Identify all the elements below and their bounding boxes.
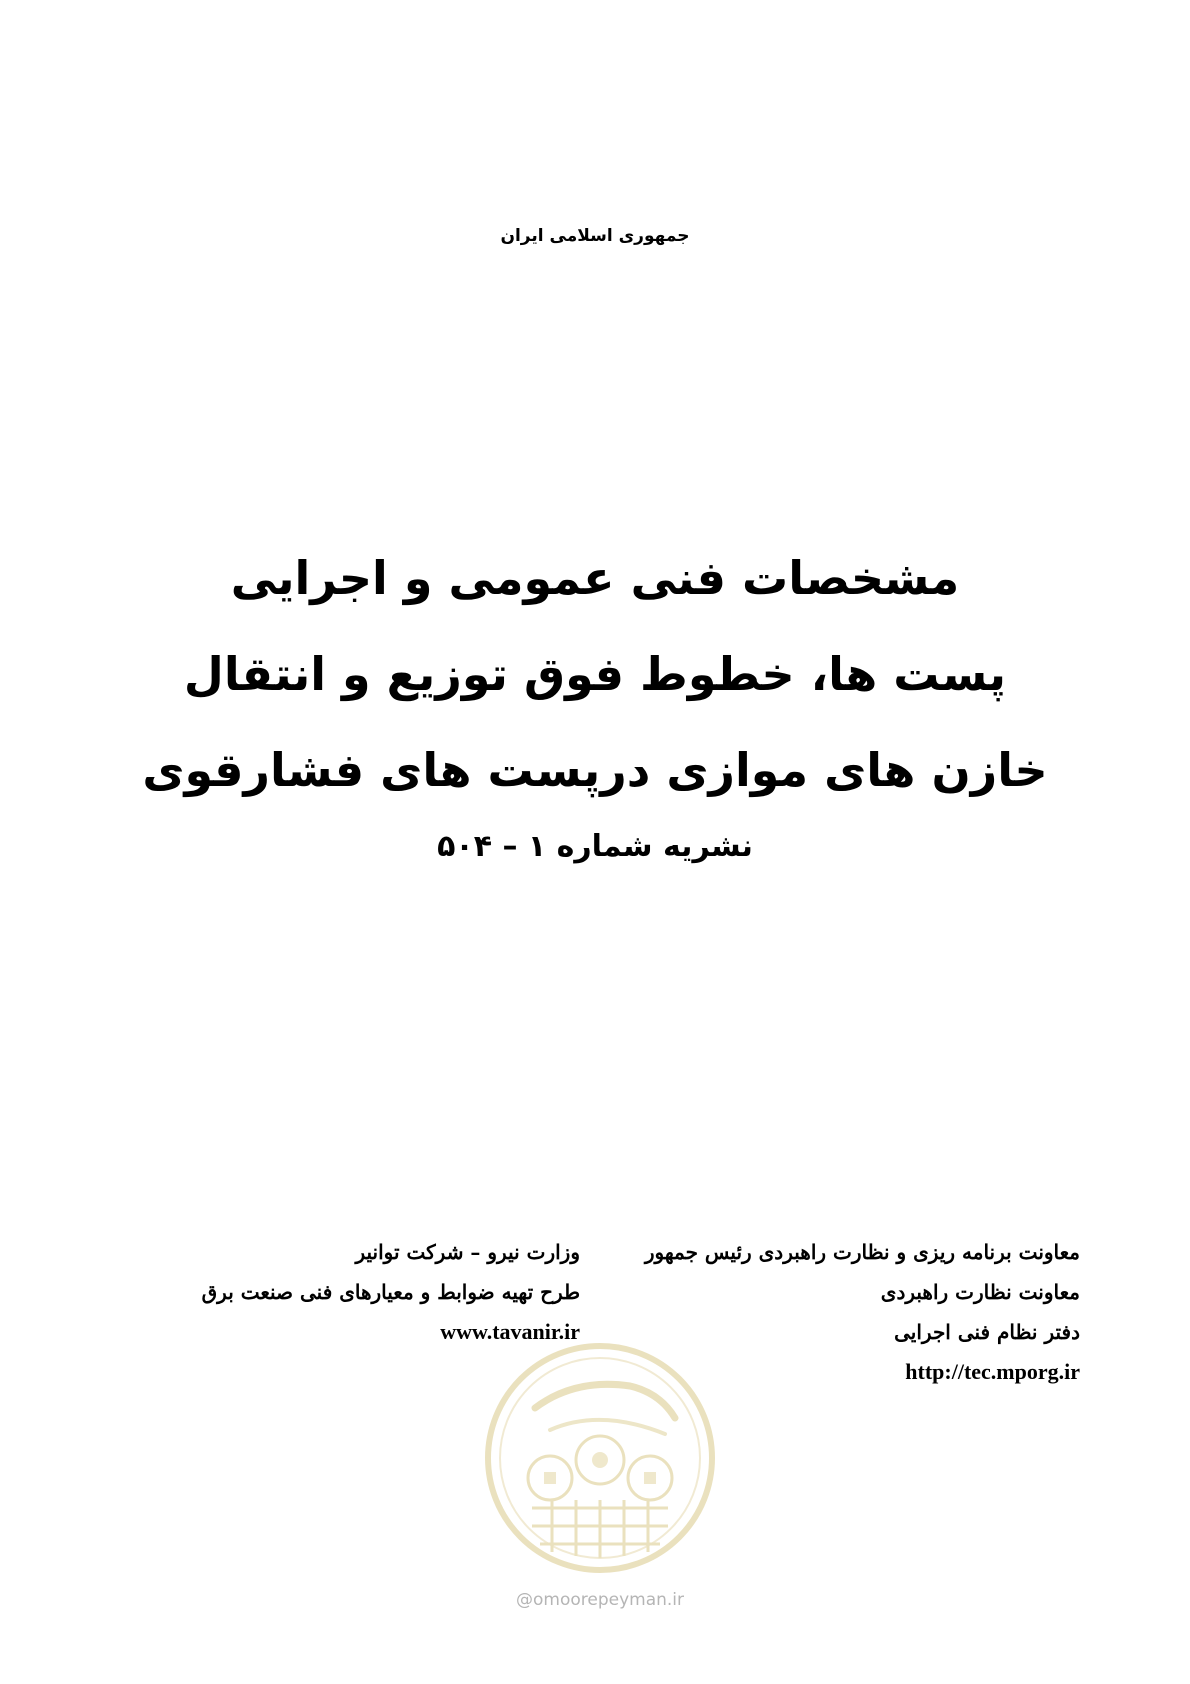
title-line-1: مشخصات فنی عمومی و اجرایی bbox=[230, 551, 960, 605]
watermark-handle: @omoorepeyman.ir bbox=[515, 1590, 685, 1610]
right-org-line-2: معاونت نظارت راهبردی bbox=[880, 1280, 1080, 1304]
publication-number: نشریه شماره ۱ – ۵۰۴ bbox=[437, 829, 753, 864]
title-line-3: خازن های موازی درپست های فشارقوی bbox=[142, 743, 1048, 797]
right-org-line-1: معاونت برنامه ریزی و نظارت راهبردی رئیس جمهور bbox=[644, 1240, 1080, 1264]
left-org-line-2: طرح تهیه ضوابط و معیارهای فنی صنعت برق bbox=[201, 1280, 580, 1304]
left-organization-block bbox=[110, 1232, 580, 1352]
left-org-line-1: وزارت نیرو – شرکت توانیر bbox=[355, 1240, 580, 1264]
right-org-line-3: دفتر نظام فنی اجرایی bbox=[894, 1320, 1080, 1344]
country-name: جمهوری اسلامی ایران bbox=[500, 226, 690, 246]
right-org-url[interactable]: http://tec.mporg.ir bbox=[905, 1359, 1080, 1384]
left-org-url[interactable]: www.tavanir.ir bbox=[440, 1319, 580, 1344]
watermark-logo-icon bbox=[480, 1338, 720, 1578]
title-line-2: پست ها، خطوط فوق توزیع و انتقال bbox=[183, 647, 1007, 701]
document-title bbox=[0, 530, 1190, 872]
